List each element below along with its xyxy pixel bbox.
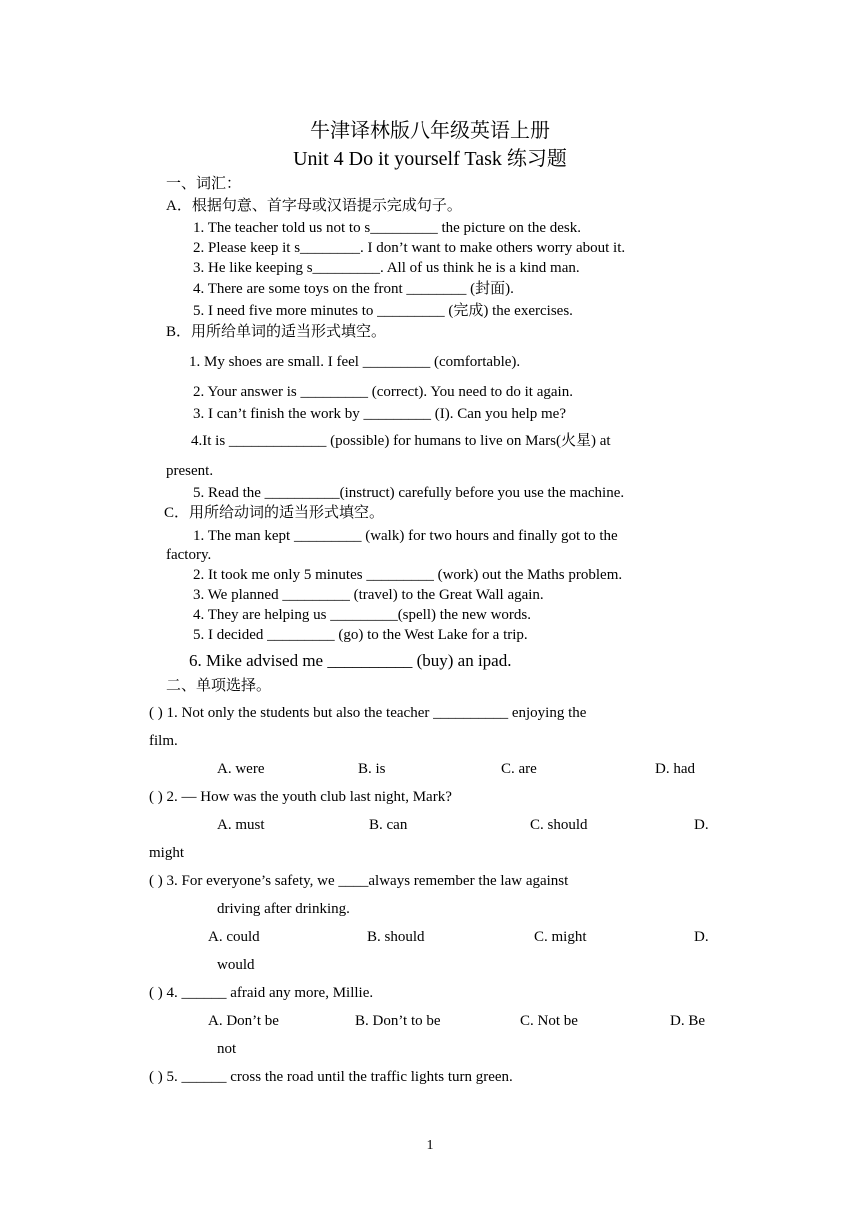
document-subtitle: Unit 4 Do it yourself Task 练习题 [293,148,567,170]
question-3-option-d: D. [694,929,709,945]
part-b-heading: B．用所给单词的适当形式填空。 [166,324,387,340]
question-2-option-a: A. must [217,817,265,833]
part-a-item-1: 1. The teacher told us not to s_________ the picture on the desk. [193,220,581,236]
question-3-option-a: A. could [208,929,260,945]
part-a-heading: A．根据句意、首字母或汉语提示完成句子。 [166,198,462,214]
question-1-option-b: B. is [358,761,386,777]
part-a-item-5: 5. I need five more minutes to _________ (完成) the exercises. [193,303,573,319]
question-1-stem: ( ) 1. Not only the students but also the teacher __________ enjoying the [149,705,587,721]
page-number: 1 [426,1138,434,1153]
part-a-item-4: 4. There are some toys on the front ________ (封面). [193,281,514,297]
part-c-item-5: 5. I decided _________ (go) to the West Lake for a trip. [193,627,528,643]
question-5-stem: ( ) 5. ______ cross the road until the traffic lights turn green. [149,1069,513,1085]
part-a-item-3: 3. He like keeping s_________. All of us think he is a kind man. [193,260,580,276]
part-c-heading: C．用所给动词的适当形式填空。 [164,505,385,521]
question-3-option-d-cont: would [217,957,255,973]
part-c-item-6: 6. Mike advised me __________ (buy) an ipad. [189,651,512,670]
question-3-stem-cont: driving after drinking. [217,901,350,917]
section-2-heading: 二、单项选择。 [166,678,272,694]
part-c-item-2: 2. It took me only 5 minutes _________ (work) out the Maths problem. [193,567,623,583]
document-title: 牛津译林版八年级英语上册 [310,120,550,142]
question-4-option-d: D. Be [670,1013,705,1029]
question-4-option-d-cont: not [217,1041,237,1057]
question-4-stem: ( ) 4. ______ afraid any more, Millie. [149,985,374,1001]
question-3-option-c: C. might [534,929,587,945]
section-1-heading: 一、词汇： [166,176,242,192]
part-a-item-2: 2. Please keep it s________. I don’t want to make others worry about it. [193,240,626,256]
question-4-option-b: B. Don’t to be [355,1013,441,1029]
part-c-item-3: 3. We planned _________ (travel) to the Great Wall again. [193,587,544,603]
question-2-option-c: C. should [530,817,588,833]
part-b-item-5: 5. Read the __________(instruct) carefully before you use the machine. [193,485,625,501]
part-b-item-1: 1. My shoes are small. I feel _________ (comfortable). [189,354,521,370]
part-b-item-4-cont: present. [166,463,214,479]
part-c-item-1-cont: factory. [166,547,212,563]
question-3-option-b: B. should [367,929,425,945]
part-b-item-2: 2. Your answer is _________ (correct). You need to do it again. [193,384,573,400]
question-4-option-a: A. Don’t be [208,1013,279,1029]
question-2-option-d-cont: might [149,845,185,861]
question-1-stem-cont: film. [149,733,178,749]
question-1-option-a: A. were [217,761,265,777]
part-c-item-4: 4. They are helping us _________(spell) the new words. [193,607,531,623]
part-c-item-1: 1. The man kept _________ (walk) for two hours and finally got to the [193,528,618,544]
question-3-stem: ( ) 3. For everyone’s safety, we ____always remember the law against [149,873,569,889]
question-2-option-b: B. can [369,817,408,833]
question-1-option-c: C. are [501,761,537,777]
part-b-item-4: 4.It is _____________ (possible) for humans to live on Mars(火星) at [191,433,611,449]
part-b-item-3: 3. I can’t finish the work by _________ (I). Can you help me? [193,406,566,422]
question-2-option-d: D. [694,817,709,833]
question-4-option-c: C. Not be [520,1013,578,1029]
question-2-stem: ( ) 2. — How was the youth club last night, Mark? [149,789,452,805]
question-1-option-d: D. had [655,761,695,777]
